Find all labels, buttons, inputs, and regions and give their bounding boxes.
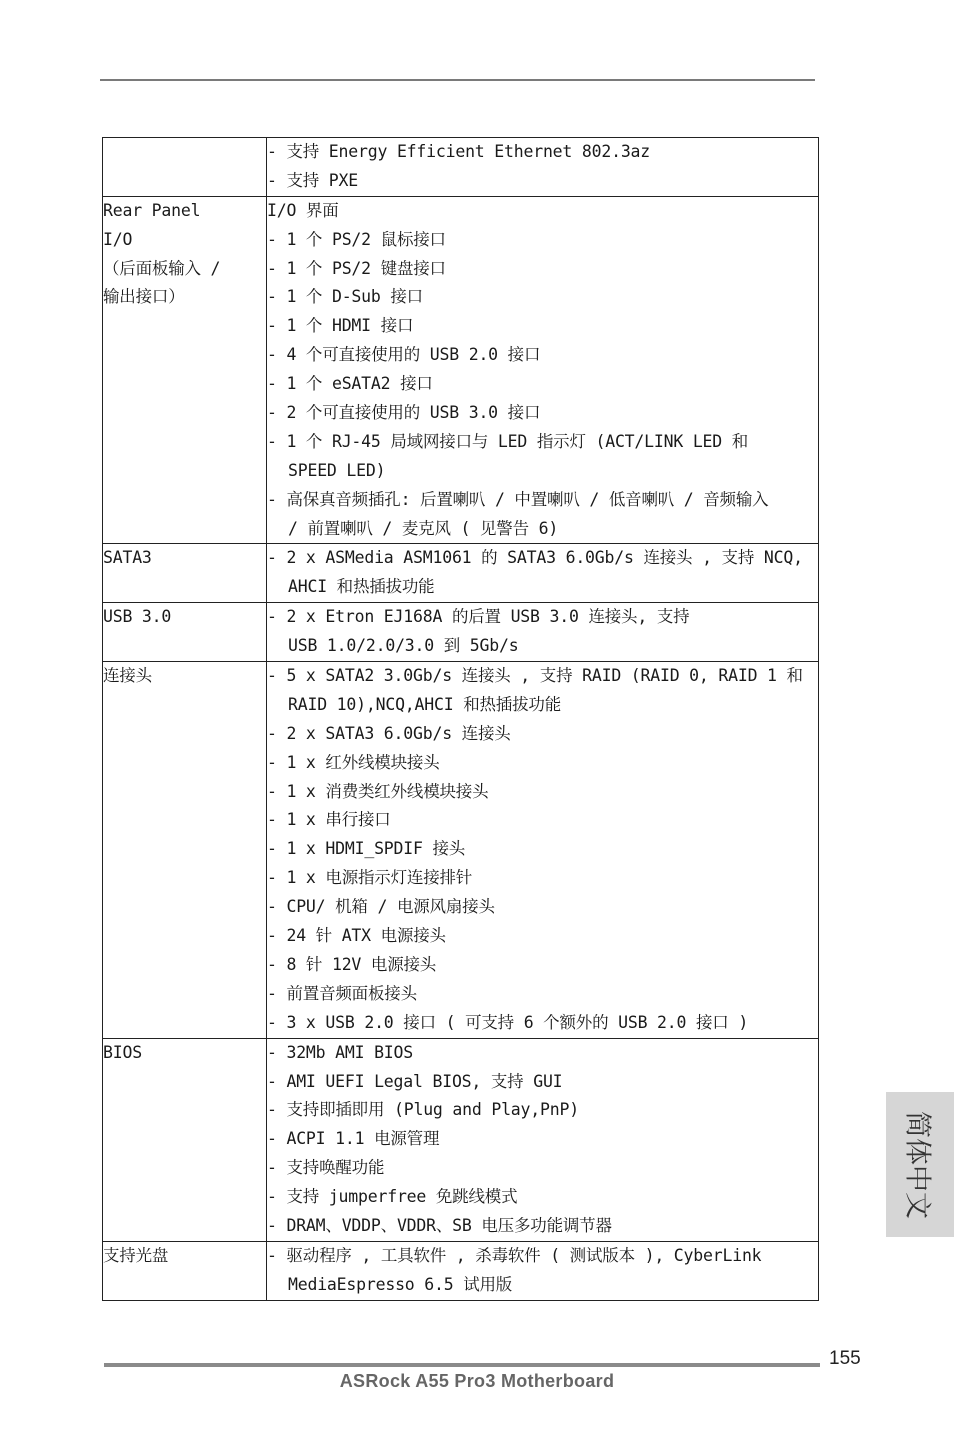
spec-table-body <box>103 138 819 1301</box>
spec-value-line: - 1 个 eSATA2 接口 <box>267 374 433 394</box>
spec-value-line: - 支持即插即用 (Plug and Play,PnP) <box>267 1100 579 1120</box>
spec-row <box>103 1038 819 1241</box>
spec-row <box>103 138 819 197</box>
spec-label-line: （后面板输入 / <box>103 258 221 278</box>
spec-value-continuation: / 前置喇叭 / 麦克风 ( 见警告 6) <box>288 518 559 538</box>
spec-value-line: - 2 x ASMedia ASM1061 的 SATA3 6.0Gb/s 连接头 , 支持 NCQ, <box>267 548 803 568</box>
spec-label-cell <box>103 138 267 197</box>
page-number: 155 <box>829 1348 861 1369</box>
spec-label-line: SATA3 <box>103 548 152 568</box>
spec-value-line: I/O 界面 <box>267 200 339 220</box>
spec-value-line: - AMI UEFI Legal BIOS, 支持 GUI <box>267 1071 563 1091</box>
spec-value-line: - 支持唤醒功能 <box>267 1158 385 1178</box>
spec-label-line: USB 3.0 <box>103 607 172 627</box>
spec-row <box>103 603 819 662</box>
spec-value-line: - 8 针 12V 电源接头 <box>267 954 437 974</box>
spec-label-cell <box>103 1241 267 1300</box>
spec-value-line: - 支持 jumperfree 免跳线模式 <box>267 1187 518 1207</box>
spec-value-continuation: AHCI 和热插拔功能 <box>288 577 435 597</box>
spec-value-line: - 前置音频面板接头 <box>267 983 417 1003</box>
spec-row <box>103 1241 819 1300</box>
spec-value-line: - 驱动程序 , 工具软件 , 杀毒软件 ( 测试版本 ), CyberLink <box>267 1245 762 1265</box>
bottom-rule <box>104 1363 820 1367</box>
spec-row <box>103 196 819 544</box>
spec-value-line: - 1 x HDMI_SPDIF 接头 <box>267 839 466 859</box>
spec-label-cell <box>103 603 267 662</box>
spec-label-line: 连接头 <box>103 666 152 686</box>
spec-value-continuation: SPEED LED) <box>288 460 386 480</box>
footer-title: ASRock A55 Pro3 Motherboard <box>339 1371 615 1391</box>
spec-value-line: - 支持 Energy Efficient Ethernet 802.3az <box>267 142 651 161</box>
spec-value-line: - DRAM、VDDP、VDDR、SB 电压多功能调节器 <box>267 1215 612 1235</box>
spec-label-line: 输出接口） <box>103 287 185 307</box>
spec-value-line: - 1 个 PS/2 鼠标接口 <box>267 229 446 249</box>
spec-value-line: - 支持 PXE <box>267 170 359 190</box>
spec-value-line: - 1 个 PS/2 键盘接口 <box>267 258 446 278</box>
spec-row <box>103 662 819 1039</box>
spec-value-line: - 2 x Etron EJ168A 的后置 USB 3.0 连接头, 支持 <box>267 607 690 627</box>
spec-value-line: - 1 x 红外线模块接头 <box>267 752 440 772</box>
spec-value-line: - 3 x USB 2.0 接口 ( 可支持 6 个额外的 USB 2.0 接口 ) <box>267 1012 749 1032</box>
spec-value-cell <box>267 1038 819 1241</box>
spec-value-line: - 1 个 RJ-45 局域网接口与 LED 指示灯 (ACT/LINK LED 和 <box>267 431 749 451</box>
language-side-tab-label: 简体中文 <box>901 1110 933 1219</box>
spec-value-line: - 2 x SATA3 6.0Gb/s 连接头 <box>267 723 511 743</box>
spec-value-line: - 1 x 电源指示灯连接排针 <box>267 868 473 888</box>
spec-label-cell <box>103 544 267 603</box>
spec-value-line: - CPU/ 机箱 / 电源风扇接头 <box>267 897 495 917</box>
spec-value-line: - 高保真音频插孔: 后置喇叭 / 中置喇叭 / 低音喇叭 / 音频输入 <box>267 489 769 509</box>
spec-value-continuation: MediaEspresso 6.5 试用版 <box>288 1274 513 1294</box>
spec-label-line: Rear Panel <box>103 200 201 220</box>
spec-value-cell <box>267 138 819 197</box>
spec-label-line: BIOS <box>103 1042 142 1062</box>
spec-value-continuation: USB 1.0/2.0/3.0 到 5Gb/s <box>288 636 519 656</box>
spec-value-line: - 1 x 消费类红外线模块接头 <box>267 781 489 801</box>
spec-value-continuation: RAID 10),NCQ,AHCI 和热插拔功能 <box>288 694 562 714</box>
spec-value-cell <box>267 544 819 603</box>
spec-value-line: - 1 个 HDMI 接口 <box>267 316 414 336</box>
spec-value-cell <box>267 196 819 544</box>
spec-label-line: I/O <box>103 229 133 249</box>
top-rule <box>100 79 815 81</box>
spec-value-line: - 1 x 串行接口 <box>267 810 391 830</box>
spec-value-line: - 5 x SATA2 3.0Gb/s 连接头 , 支持 RAID (RAID 0, RAID 1 和 <box>267 666 803 686</box>
spec-value-line: - 24 针 ATX 电源接头 <box>267 926 446 946</box>
language-side-tab <box>886 1092 954 1237</box>
spec-value-line: - 32Mb AMI BIOS <box>267 1042 414 1062</box>
spec-row <box>103 544 819 603</box>
spec-value-line: - ACPI 1.1 电源管理 <box>267 1129 440 1149</box>
spec-value-cell <box>267 662 819 1039</box>
spec-value-cell <box>267 1241 819 1300</box>
spec-value-line: - 4 个可直接使用的 USB 2.0 接口 <box>267 345 541 365</box>
spec-value-line: - 1 个 D-Sub 接口 <box>267 287 423 307</box>
spec-label-cell <box>103 662 267 1039</box>
spec-table <box>102 137 819 1301</box>
spec-label-cell <box>103 1038 267 1241</box>
spec-label-line: 支持光盘 <box>103 1245 169 1265</box>
spec-value-line: - 2 个可直接使用的 USB 3.0 接口 <box>267 403 541 423</box>
spec-label-cell <box>103 196 267 544</box>
spec-value-cell <box>267 603 819 662</box>
